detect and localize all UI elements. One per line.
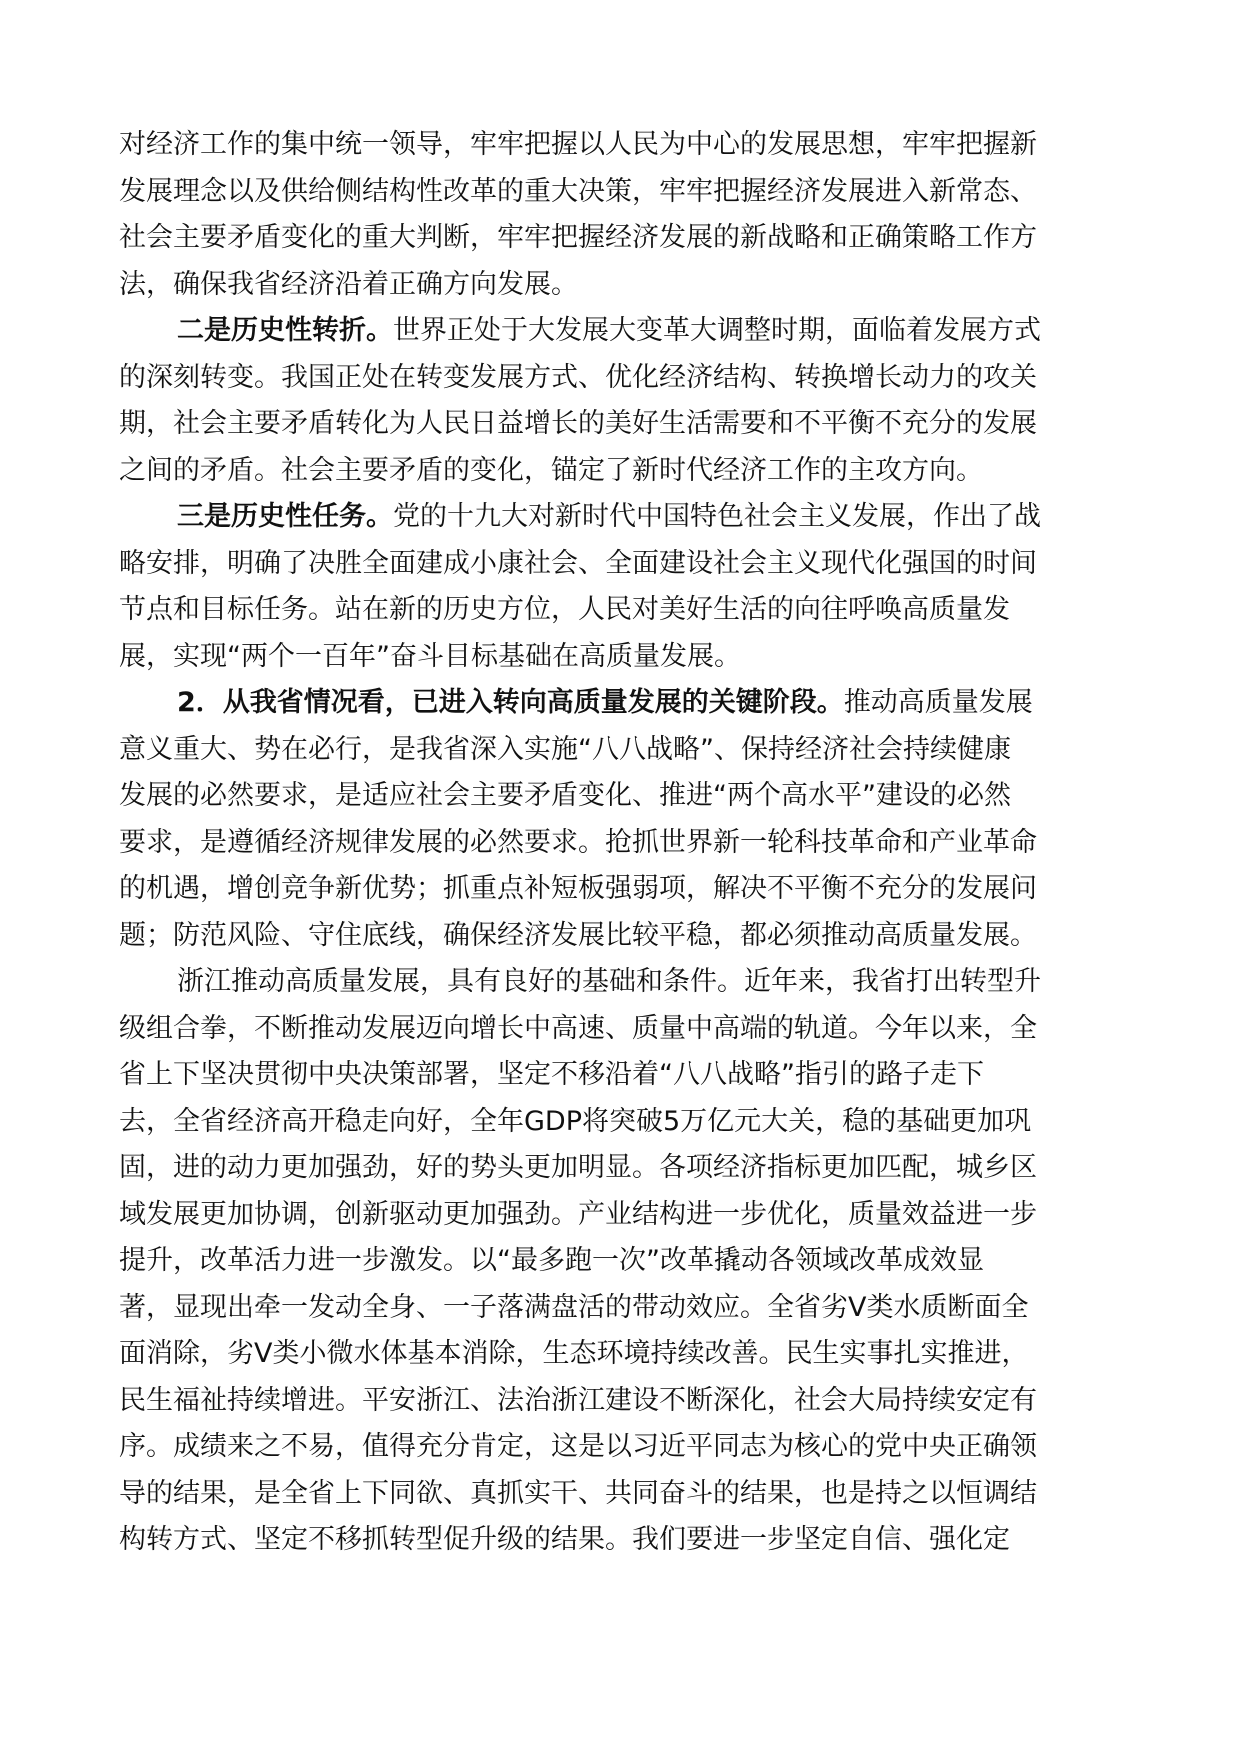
text-line: 固，进的动力更加强劲，好的势头更加明显。各项经济指标更加匹配，城乡区 — [119, 1152, 1037, 1183]
text-line — [119, 308, 1119, 355]
paragraph — [119, 308, 1119, 494]
text-line: 导的结果，是全省上下同欲、真抓实干、共同奋斗的结果，也是持之以恒调结 — [119, 1477, 1037, 1509]
text-line: 提升，改革活力进一步激发。以“最多跑一次”改革撬动各领域改革成效显 — [119, 1245, 984, 1276]
text-line: 构转方式、坚定不移抓转型促升级的结果。我们要进一步坚定自信、强化定 — [119, 1524, 1010, 1555]
text-line: 社会主要矛盾变化的重大判断，牢牢把握经济发展的新战略和正确策略工作方 — [119, 222, 1037, 253]
text-line: 期，社会主要矛盾转化为人民日益增长的美好生活需要和不平衡不充分的发展 — [119, 408, 1037, 439]
paragraph — [119, 122, 1119, 308]
text-run: 世界正处于大发展大变革大调整时期，面临着发展方式 — [393, 315, 1041, 346]
paragraph — [119, 680, 1119, 959]
text-run: 推动高质量发展 — [843, 687, 1033, 718]
text-line: 的机遇，增创竞争新优势；抓重点补短板强弱项，解决不平衡不充分的发展问 — [119, 873, 1037, 904]
text-line: 意义重大、势在必行，是我省深入实施“八八战略”、保持经济社会持续健康 — [119, 733, 1011, 765]
text-line: 序。成绩来之不易，值得充分肯定，这是以习近平同志为核心的党中央正确领 — [119, 1431, 1037, 1462]
text-line: 略安排，明确了决胜全面建成小康社会、全面建设社会主义现代化强国的时间 — [119, 547, 1037, 579]
text-line — [119, 494, 1119, 541]
text-line: 去，全省经济高开稳走向好，全年GDP将突破5万亿元大关，稳的基础更加巩 — [119, 1105, 1032, 1137]
text-line: 对经济工作的集中统一领导，牢牢把握以人民为中心的发展思想，牢牢把握新 — [119, 129, 1037, 160]
paragraph-lead: 二是历史性转折。 — [177, 315, 393, 346]
text-line: 民生福祉持续增进。平安浙江、法治浙江建设不断深化，社会大局持续安定有 — [119, 1384, 1037, 1416]
text-line: 节点和目标任务。站在新的历史方位，人民对美好生活的向往呼唤高质量发 — [119, 594, 1010, 625]
text-line: 级组合拳，不断推动发展迈向增长中高速、质量中高端的轨道。今年以来，全 — [119, 1012, 1037, 1044]
text-line: 省上下坚决贯彻中央决策部署，坚定不移沿着“八八战略”指引的路子走下 — [119, 1059, 984, 1090]
paragraph — [119, 494, 1119, 680]
text-line — [119, 680, 1119, 727]
section-heading: 2．从我省情况看，已进入转向高质量发展的关键阶段。 — [177, 687, 844, 718]
text-line: 浙江推动高质量发展，具有良好的基础和条件。近年来，我省打出转型升 — [177, 966, 1041, 997]
text-line: 著，显现出牵一发动全身、一子落满盘活的带动效应。全省劣Ⅴ类水质断面全 — [119, 1291, 1029, 1323]
text-line: 的深刻转变。我国正处在转变发展方式、优化经济结构、转换增长动力的攻关 — [119, 361, 1037, 393]
text-line: 要求，是遵循经济规律发展的必然要求。抢抓世界新一轮科技革命和产业革命 — [119, 826, 1037, 858]
paragraph — [119, 959, 1119, 1564]
text-line: 发展的必然要求，是适应社会主要矛盾变化、推进“两个高水平”建设的必然 — [119, 780, 1011, 811]
text-line: 法，确保我省经济沿着正确方向发展。 — [119, 268, 578, 300]
document-page — [119, 122, 1119, 1564]
text-line: 面消除，劣Ⅴ类小微水体基本消除，生态环境持续改善。民生实事扎实推进， — [119, 1338, 1029, 1369]
text-line: 发展理念以及供给侧结构性改革的重大决策，牢牢把握经济发展进入新常态、 — [119, 175, 1037, 207]
text-line: 域发展更加协调，创新驱动更加强劲。产业结构进一步优化，质量效益进一步 — [119, 1198, 1037, 1230]
text-line: 题；防范风险、守住底线，确保经济发展比较平稳，都必须推动高质量发展。 — [119, 919, 1037, 951]
text-run: 党的十九大对新时代中国特色社会主义发展，作出了战 — [393, 501, 1041, 532]
paragraph-lead: 三是历史性任务。 — [177, 501, 393, 532]
text-line: 展，实现“两个一百年”奋斗目标基础在高质量发展。 — [119, 640, 741, 672]
text-line: 之间的矛盾。社会主要矛盾的变化，锚定了新时代经济工作的主攻方向。 — [119, 454, 983, 486]
